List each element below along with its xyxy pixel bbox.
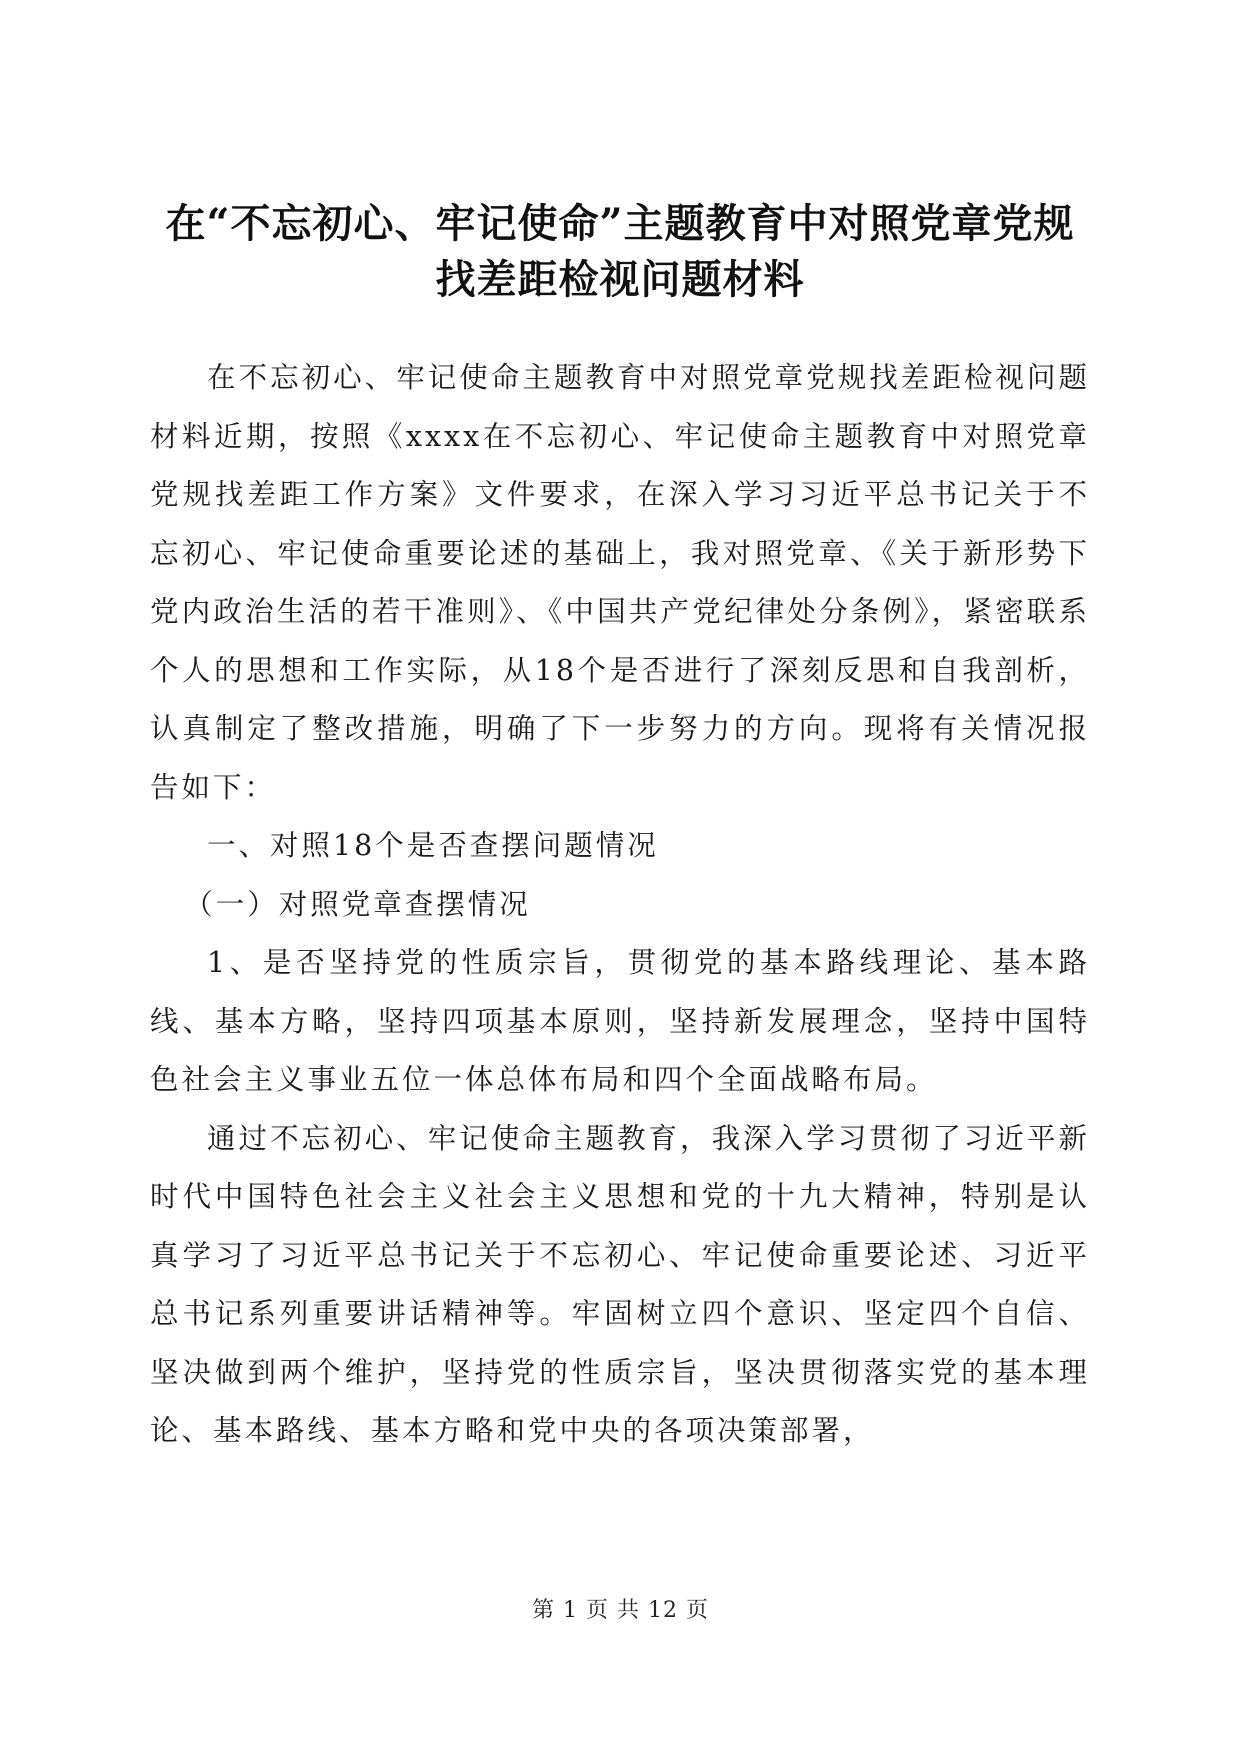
body-paragraph: 通过不忘初心、牢记使命主题教育，我深入学习贯彻了习近平新时代中国特色社会主义社会主义思想和党的十九大精神，特别是认真学习了习近平总书记关于不忘初心、牢记使命重要论述、习近平总书记系列重要讲话精神等。牢固树立四个意识、坚定四个自信、坚决做到两个维护，坚持党的性质宗旨，坚决贯彻落实党的基本理论、基本路线、基本方略和党中央的各项决策部署， <box>150 1121 1090 1447</box>
page-footer: 第 1 页 共 12 页 <box>532 1598 709 1623</box>
document-title: 在“不忘初心、牢记使命”主题教育中对照党章党规找差距检视问题材料 <box>165 200 1075 303</box>
item-paragraph: 1、是否坚持党的性质宗旨，贯彻党的基本路线理论、基本路线、基本方略，坚持四项基本原则，坚持新发展理念，坚持中国特色社会主义事业五位一体总体布局和四个全面战略布局。 <box>150 946 1090 1096</box>
intro-paragraph: 在不忘初心、牢记使命主题教育中对照党章党规找差距检视问题材料近期，按照《xxxx在不忘初心、牢记使命主题教育中对照党章党规找差距工作方案》文件要求，在深入学习习近平总书记关于不忘初心、牢记使命重要论述的基础上，我对照党章、《关于新形势下党内政治生活的若干准则》、《中国共产党纪律处分条例》，紧密联系个人的思想和工作实际，从18个是否进行了深刻反思和自我剖析，认真制定了整改措施，明确了下一步努力的方向。现将有关情况报告如下： <box>150 361 1090 804</box>
document-body <box>150 349 1090 1461</box>
section-heading: 一、对照18个是否查摆问题情况 <box>207 829 659 862</box>
subsection-heading: （一）对照党章查摆情况 <box>184 887 531 921</box>
